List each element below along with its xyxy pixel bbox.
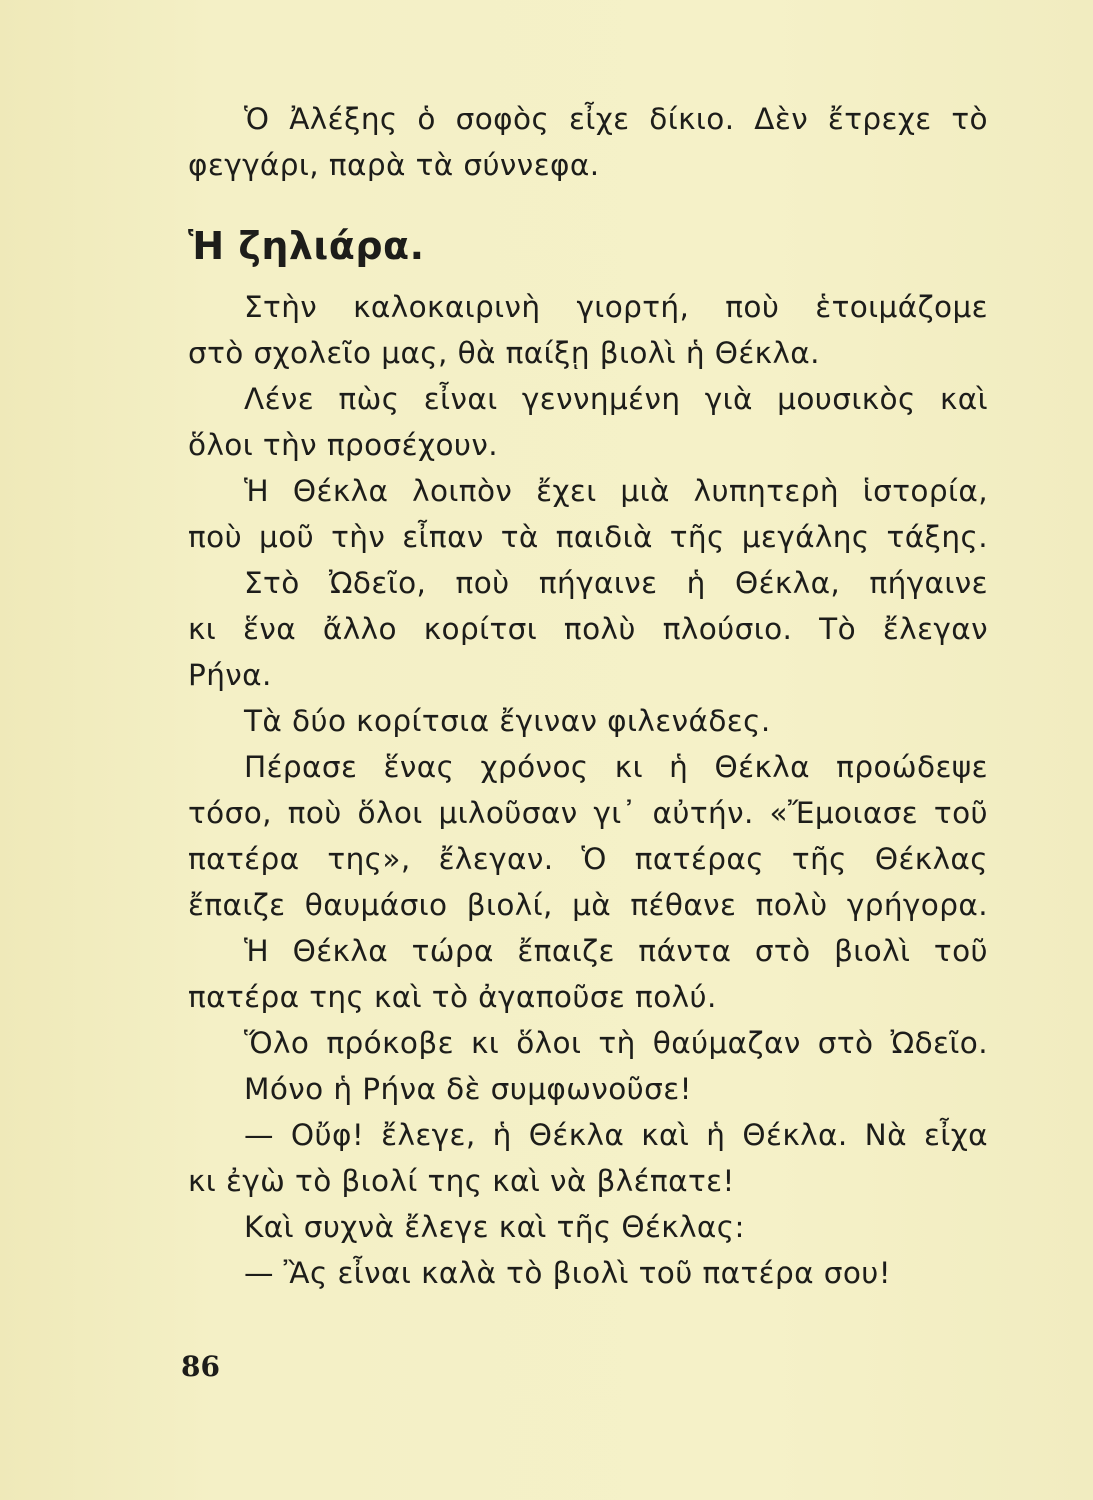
paragraph-line: Μόνο ἡ Ρήνα δὲ συμφωνοῦσε! <box>244 1072 692 1106</box>
paragraph-line: ἔπαιζε θαυμάσιο βιολί, μὰ πέθανε πολὺ γρήγορα. <box>188 888 988 922</box>
paragraph-line: Λένε πὼς εἶναι γεννημένη γιὰ μουσικὸς καὶ <box>244 382 988 416</box>
intro-line: Ὁ Ἀλέξης ὁ σοφὸς εἶχε δίκιο. Δὲν ἔτρεχε τὸ <box>244 102 988 136</box>
paragraph-line: Ρήνα. <box>188 658 272 692</box>
paragraph-line: κι ἐγὼ τὸ βιολί της καὶ νὰ βλέπατε! <box>188 1164 735 1198</box>
page-text <box>188 96 988 1296</box>
paragraph-line: Καὶ συχνὰ ἔλεγε καὶ τῆς Θέκλας: <box>244 1210 745 1244</box>
intro-line: φεγγάρι, παρὰ τὰ σύννεφα. <box>188 148 600 182</box>
paragraph-line: Πέρασε ἕνας χρόνος κι ἡ Θέκλα προώδεψε <box>244 750 988 784</box>
paragraph-line: Στὸ Ὠδεῖο, ποὺ πήγαινε ἡ Θέκλα, πήγαινε <box>244 566 988 600</box>
paragraph-line: Ἡ Θέκλα λοιπὸν ἔχει μιὰ λυπητερὴ ἱστορία, <box>244 474 988 508</box>
paragraph-line: — Οὔφ! ἔλεγε, ἡ Θέκλα καὶ ἡ Θέκλα. Νὰ εἶχα <box>244 1118 988 1152</box>
paragraph-line: Ἡ Θέκλα τώρα ἔπαιζε πάντα στὸ βιολὶ τοῦ <box>244 934 988 968</box>
paragraph-line: Ὅλο πρόκοβε κι ὅλοι τὴ θαύμαζαν στὸ Ὠδεῖο. <box>244 1026 988 1060</box>
paragraph-line: κι ἕνα ἄλλο κορίτσι πολὺ πλούσιο. Τὸ ἔλεγαν <box>188 612 988 646</box>
paragraph-line: πατέρα της καὶ τὸ ἀγαποῦσε πολύ. <box>188 980 717 1014</box>
section-title: Ἡ ζηλιάρα. <box>188 224 425 268</box>
paragraph-line: ποὺ μοῦ τὴν εἶπαν τὰ παιδιὰ τῆς μεγάλης τάξης. <box>188 520 988 554</box>
paragraph-line: στὸ σχολεῖο μας, θὰ παίξῃ βιολὶ ἡ Θέκλα. <box>188 336 820 370</box>
paragraph-line: τόσο, ποὺ ὅλοι μιλοῦσαν γι᾽ αὐτήν. «Ἔμοιασε τοῦ <box>188 796 988 830</box>
paragraph-line: πατέρα της», ἔλεγαν. Ὁ πατέρας τῆς Θέκλας <box>188 842 988 876</box>
paragraph-line: Στὴν καλοκαιρινὴ γιορτή, ποὺ ἑτοιμάζομε <box>244 290 988 324</box>
paragraph-line: Τὰ δύο κορίτσια ἔγιναν φιλενάδες. <box>244 704 771 738</box>
paragraph-line: — Ἂς εἶναι καλὰ τὸ βιολὶ τοῦ πατέρα σου! <box>244 1256 891 1290</box>
paragraph-line: ὅλοι τὴν προσέχουν. <box>188 428 499 462</box>
page-number: 86 <box>181 1350 220 1383</box>
